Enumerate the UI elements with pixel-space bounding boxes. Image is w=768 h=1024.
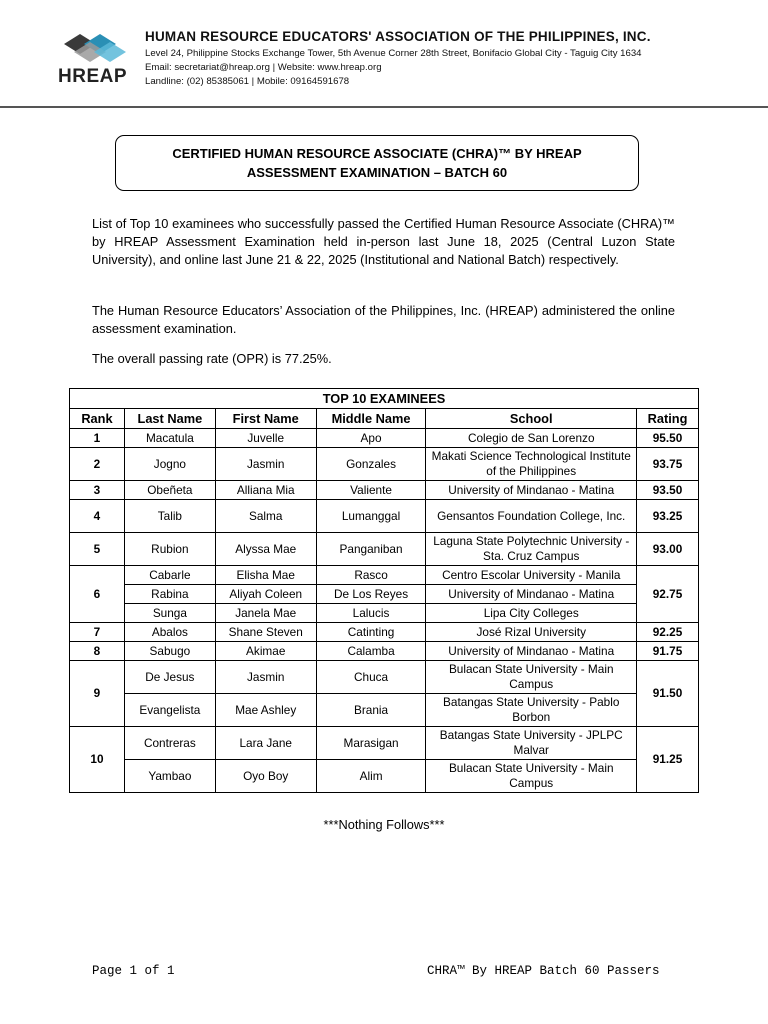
header-divider xyxy=(0,106,768,108)
table-row xyxy=(70,448,699,481)
letterhead xyxy=(0,0,768,110)
rating-cell: 93.25 xyxy=(637,500,699,533)
rank-cell: 2 xyxy=(70,448,125,481)
rating-cell: 93.75 xyxy=(637,448,699,481)
rating-cell: 91.25 xyxy=(637,727,699,793)
rating-cell: 93.00 xyxy=(637,533,699,566)
rank-cell: 7 xyxy=(70,623,125,642)
last-name-cell: Obeñeta xyxy=(124,481,215,500)
administered-paragraph: The Human Resource Educators’ Association of the Philippines, Inc. (HREAP) administered the online assessment examination. xyxy=(92,303,675,336)
first-name-cell: Alliana Mia xyxy=(215,481,316,500)
middle-name-cell: Gonzales xyxy=(316,448,426,481)
rank-cell: 3 xyxy=(70,481,125,500)
table-row xyxy=(70,585,699,604)
table-row xyxy=(70,661,699,694)
school-cell: Makati Science Technological Institute of the Philippines xyxy=(426,448,637,481)
rank-cell: 4 xyxy=(70,500,125,533)
middle-name-cell: Calamba xyxy=(316,642,426,661)
school-cell: Batangas State University - JPLPC Malvar xyxy=(426,727,637,760)
first-name-cell: Oyo Boy xyxy=(215,760,316,793)
table-row xyxy=(70,694,699,727)
last-name-cell: Rabina xyxy=(124,585,215,604)
school-cell: Gensantos Foundation College, Inc. xyxy=(426,500,637,533)
org-email-website: Email: secretariat@hreap.org | Website: www.hreap.org xyxy=(145,62,382,73)
nothing-follows: ***Nothing Follows*** xyxy=(323,817,445,832)
school-cell: Bulacan State University - Main Campus xyxy=(426,760,637,793)
rating-cell: 93.50 xyxy=(637,481,699,500)
page-number: Page 1 of 1 xyxy=(92,964,175,978)
school-cell: University of Mindanao - Matina xyxy=(426,585,637,604)
first-name-cell: Aliyah Coleen xyxy=(215,585,316,604)
last-name-cell: Contreras xyxy=(124,727,215,760)
first-name-cell: Juvelle xyxy=(215,429,316,448)
footer-doc-title: CHRA™ By HREAP Batch 60 Passers xyxy=(427,964,660,978)
last-name-cell: Sabugo xyxy=(124,642,215,661)
middle-name-cell: Catinting xyxy=(316,623,426,642)
middle-name-cell: Alim xyxy=(316,760,426,793)
first-name-cell: Jasmin xyxy=(215,448,316,481)
title-line-1: CERTIFIED HUMAN RESOURCE ASSOCIATE (CHRA)™ BY HREAP xyxy=(172,146,582,161)
school-cell: University of Mindanao - Matina xyxy=(426,481,637,500)
header-last-name: Last Name xyxy=(124,409,215,429)
table-row xyxy=(70,481,699,500)
passing-rate-paragraph: The overall passing rate (OPR) is 77.25%. xyxy=(92,351,332,366)
rating-cell: 91.50 xyxy=(637,661,699,727)
header-first-name: First Name xyxy=(215,409,316,429)
header-school: School xyxy=(426,409,637,429)
last-name-cell: Cabarle xyxy=(124,566,215,585)
rank-cell: 9 xyxy=(70,661,125,727)
title-line-2: ASSESSMENT EXAMINATION – BATCH 60 xyxy=(246,165,508,180)
header-rating: Rating xyxy=(637,409,699,429)
rank-cell: 8 xyxy=(70,642,125,661)
middle-name-cell: Lalucis xyxy=(316,604,426,623)
last-name-cell: De Jesus xyxy=(124,661,215,694)
org-phone: Landline: (02) 85385061 | Mobile: 09164591678 xyxy=(145,76,350,87)
last-name-cell: Rubion xyxy=(124,533,215,566)
school-cell: José Rizal University xyxy=(426,623,637,642)
rank-cell: 10 xyxy=(70,727,125,793)
table-row xyxy=(70,533,699,566)
table-row xyxy=(70,429,699,448)
last-name-cell: Talib xyxy=(124,500,215,533)
table-row xyxy=(70,623,699,642)
school-cell: Centro Escolar University - Manila xyxy=(426,566,637,585)
first-name-cell: Akimae xyxy=(215,642,316,661)
header-middle-name: Middle Name xyxy=(316,409,426,429)
document-title xyxy=(115,135,639,191)
rank-cell: 6 xyxy=(70,566,125,623)
middle-name-cell: Marasigan xyxy=(316,727,426,760)
table-row xyxy=(70,500,699,533)
first-name-cell: Elisha Mae xyxy=(215,566,316,585)
school-cell: Batangas State University - Pablo Borbon xyxy=(426,694,637,727)
middle-name-cell: Chuca xyxy=(316,661,426,694)
school-cell: University of Mindanao - Matina xyxy=(426,642,637,661)
last-name-cell: Evangelista xyxy=(124,694,215,727)
table-row xyxy=(70,760,699,793)
first-name-cell: Salma xyxy=(215,500,316,533)
last-name-cell: Jogno xyxy=(124,448,215,481)
rating-cell: 91.75 xyxy=(637,642,699,661)
first-name-cell: Jasmin xyxy=(215,661,316,694)
org-address: Level 24, Philippine Stocks Exchange Tower, 5th Avenue Corner 28th Street, Bonifacio Global City - Taguig City 1634 xyxy=(145,48,642,59)
last-name-cell: Sunga xyxy=(124,604,215,623)
middle-name-cell: Brania xyxy=(316,694,426,727)
first-name-cell: Lara Jane xyxy=(215,727,316,760)
rating-cell: 92.25 xyxy=(637,623,699,642)
table-caption: TOP 10 EXAMINEES xyxy=(70,389,699,409)
middle-name-cell: Lumanggal xyxy=(316,500,426,533)
school-cell: Lipa City Colleges xyxy=(426,604,637,623)
table-row xyxy=(70,604,699,623)
middle-name-cell: Valiente xyxy=(316,481,426,500)
middle-name-cell: Apo xyxy=(316,429,426,448)
rank-cell: 5 xyxy=(70,533,125,566)
last-name-cell: Macatula xyxy=(124,429,215,448)
last-name-cell: Abalos xyxy=(124,623,215,642)
last-name-cell: Yambao xyxy=(124,760,215,793)
middle-name-cell: Rasco xyxy=(316,566,426,585)
rating-cell: 92.75 xyxy=(637,566,699,623)
org-name: HUMAN RESOURCE EDUCATORS' ASSOCIATION OF THE PHILIPPINES, INC. xyxy=(145,29,651,44)
header-rank: Rank xyxy=(70,409,125,429)
table-row xyxy=(70,727,699,760)
rating-cell: 95.50 xyxy=(637,429,699,448)
table-row xyxy=(70,642,699,661)
middle-name-cell: De Los Reyes xyxy=(316,585,426,604)
school-cell: Laguna State Polytechnic University - Sta. Cruz Campus xyxy=(426,533,637,566)
middle-name-cell: Panganiban xyxy=(316,533,426,566)
intro-paragraph: List of Top 10 examinees who successfully passed the Certified Human Resource Associate (CHRA)™ by HREAP Assessment Examination held in-person last June 18, 2025 (Central Luzon State University), and online last June 21 & 22, 2025 (Institutional and National Batch) respectively. xyxy=(92,216,675,267)
rank-cell: 1 xyxy=(70,429,125,448)
first-name-cell: Alyssa Mae xyxy=(215,533,316,566)
school-cell: Bulacan State University - Main Campus xyxy=(426,661,637,694)
first-name-cell: Shane Steven xyxy=(215,623,316,642)
top-10-table xyxy=(69,388,699,793)
first-name-cell: Janela Mae xyxy=(215,604,316,623)
first-name-cell: Mae Ashley xyxy=(215,694,316,727)
logo-wordmark: HREAP xyxy=(58,66,128,87)
school-cell: Colegio de San Lorenzo xyxy=(426,429,637,448)
table-row xyxy=(70,566,699,585)
